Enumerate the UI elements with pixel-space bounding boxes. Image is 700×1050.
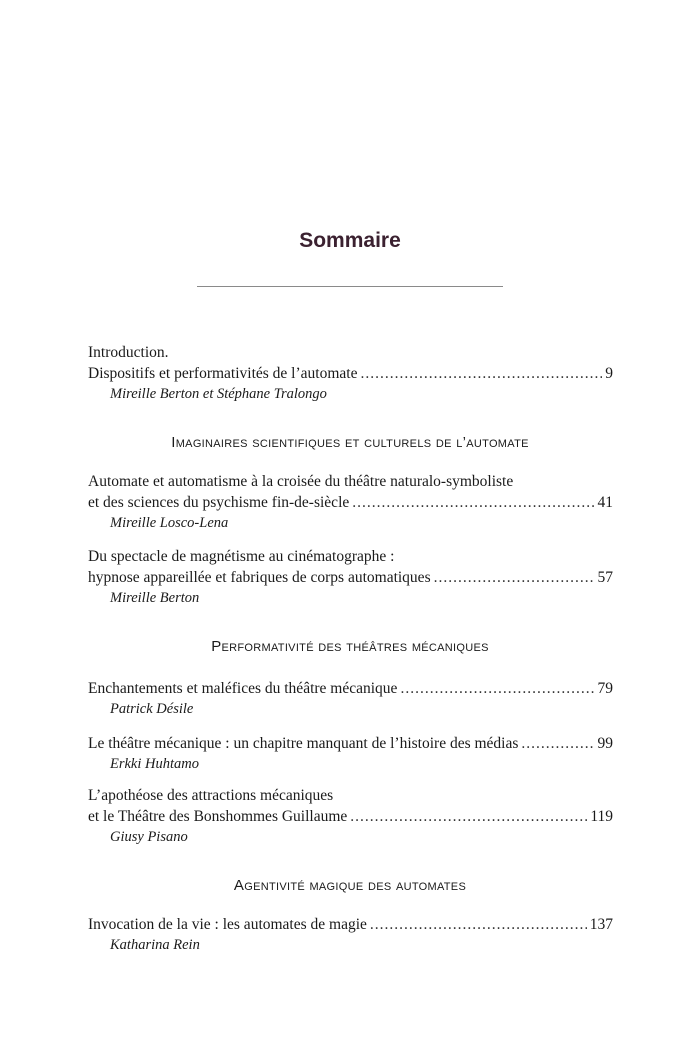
- entry-title-line-with-page: [88, 914, 613, 935]
- entry-author: Erkki Huhtamo: [110, 756, 199, 772]
- page-number: 119: [590, 808, 613, 825]
- section-heading: Performativité des théâtres mécaniques: [211, 638, 489, 655]
- toc-entry[interactable]: [88, 471, 613, 534]
- entry-title-line: Invocation de la vie : les automates de magie: [88, 916, 367, 933]
- entry-title-line: Du spectacle de magnétisme au cinématographe :: [88, 548, 395, 565]
- entry-title-line: et le Théâtre des Bonshommes Guillaume: [88, 808, 348, 825]
- page-number: 9: [605, 365, 613, 382]
- entry-title-line: et des sciences du psychisme fin-de-siècle: [88, 494, 350, 511]
- dot-leader: [350, 806, 587, 827]
- entry-author: Katharina Rein: [110, 937, 200, 953]
- entry-title-line-with-page: [88, 678, 613, 699]
- dot-leader: [352, 492, 594, 513]
- toc-entry-introduction[interactable]: [88, 342, 613, 405]
- toc-entry[interactable]: [88, 678, 613, 720]
- entry-title-line: Automate et automatisme à la croisée du théâtre naturalo-symboliste: [88, 473, 514, 490]
- entry-author: Patrick Désile: [110, 701, 194, 717]
- entry-title-line-with-page: [88, 363, 613, 384]
- entry-author: Mireille Berton: [110, 590, 200, 606]
- page-number: 79: [597, 680, 613, 697]
- page-title: Sommaire: [299, 229, 401, 252]
- dot-leader: [521, 733, 594, 754]
- toc-entry[interactable]: [88, 785, 613, 848]
- entry-title-line-with-page: [88, 567, 613, 588]
- entry-title-line-with-page: [88, 492, 613, 513]
- dot-leader: [400, 678, 594, 699]
- page-number: 99: [597, 735, 613, 752]
- page-number: 137: [589, 916, 613, 933]
- entry-title-line: hypnose appareillée et fabriques de corps automatiques: [88, 569, 431, 586]
- entry-title-line: Enchantements et maléfices du théâtre mécanique: [88, 680, 398, 697]
- dot-leader: [434, 567, 595, 588]
- entry-author: Giusy Pisano: [110, 829, 188, 845]
- section-heading: Imaginaires scientifiques et culturels de l’automate: [171, 434, 529, 451]
- entry-author: Mireille Berton et Stéphane Tralongo: [110, 386, 327, 402]
- toc-entry[interactable]: [88, 914, 613, 956]
- entry-title-line: Introduction.: [88, 344, 169, 361]
- entry-title-line-with-page: [88, 733, 613, 754]
- entry-title-line: Le théâtre mécanique : un chapitre manquant de l’histoire des médias: [88, 735, 519, 752]
- toc-entry[interactable]: [88, 546, 613, 609]
- entry-title-line-with-page: [88, 806, 613, 827]
- section-heading: Agentivité magique des automates: [233, 877, 467, 894]
- page-number: 57: [597, 569, 613, 586]
- title-divider: [197, 286, 503, 287]
- entry-author: Mireille Losco-Lena: [110, 515, 229, 531]
- dot-leader: [370, 914, 587, 935]
- toc-entry[interactable]: [88, 733, 613, 775]
- page-number: 41: [597, 494, 613, 511]
- dot-leader: [360, 363, 602, 384]
- entry-title-line: L’apothéose des attractions mécaniques: [88, 787, 334, 804]
- entry-title-line: Dispositifs et performativités de l’automate: [88, 365, 358, 382]
